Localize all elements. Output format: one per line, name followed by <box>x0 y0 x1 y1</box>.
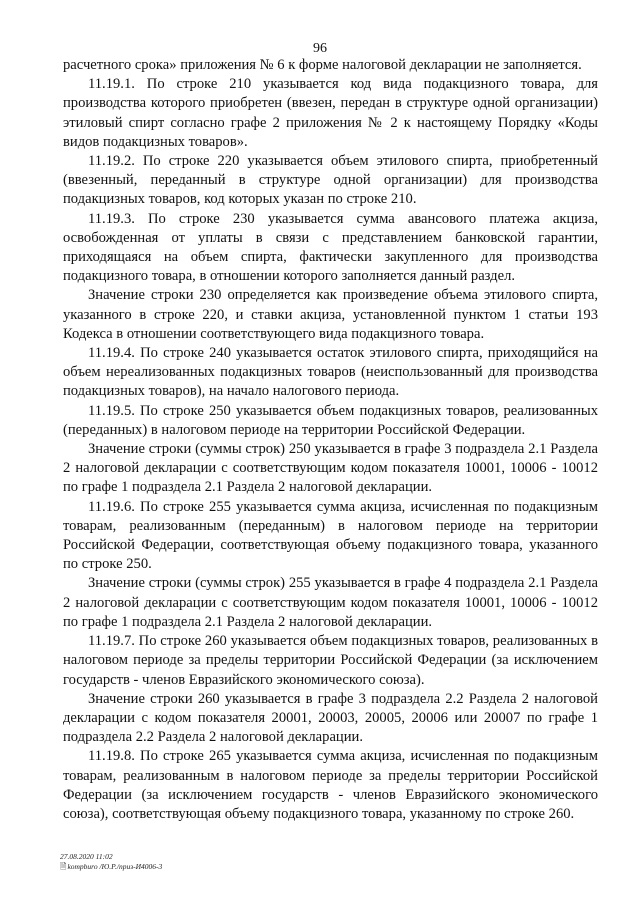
paragraph: 11.19.2. По строке 220 указывается объем этилового спирта, приобретенный (ввезенный, переданный в структуре одной организации) для производства подакцизных товаров, код которых указан по строке 210. <box>63 153 598 208</box>
footer-file-path-row <box>60 862 162 872</box>
footer-date: 27.08.2020 11:02 <box>60 852 113 861</box>
footer-file-path: kompburo /Ю.Р./приз-И4006-3 <box>67 862 163 871</box>
paragraph: 11.19.3. По строке 230 указывается сумма авансового платежа акциза, освобожденная от уплаты в связи с представлением банковской гарантии, приходящаяся на объем спирта, фактически закупленного для производства подакцизного товара, в отношении которого заполняется данный раздел. <box>63 210 598 285</box>
document-body <box>63 56 598 824</box>
paragraph: 11.19.5. По строке 250 указывается объем подакцизных товаров, реализованных (переданных) в налоговом периоде на территории Российской Федерации. <box>63 402 598 438</box>
paragraph: 11.19.6. По строке 255 указывается сумма акциза, исчисленная по подакцизным товарам, реализованным (переданным) в налоговом периоде на территории Российской Федерации, соответствующая объему подакцизного товара, указанного по строке 250. <box>63 498 598 573</box>
paragraph: Значение строки (суммы строк) 250 указывается в графе 3 подраздела 2.1 Раздела 2 налоговой декларации с соответствующим кодом показателя 10001, 10006 - 10012 по графе 1 подраздела 2.1 Раздела 2 налоговой декларации. <box>63 441 598 496</box>
paragraph: Значение строки 260 указывается в графе 3 подраздела 2.2 Раздела 2 налоговой декларации с кодом показателя 20001, 20003, 20005, 20006 или 20007 по графе 1 подраздела 2.2 Раздела 2 налоговой декларации. <box>63 690 598 746</box>
paragraph: расчетного срока» приложения № 6 к форме налоговой декларации не заполняется. <box>63 57 582 73</box>
footer <box>60 852 162 872</box>
paragraph: 11.19.1. По строке 210 указывается код вида подакцизного товара, для производства которого приобретен (ввезен, передан в структуре одной организации) этиловый спирт согласно графе 2 приложения № 2 к настоящему Порядку «Коды видов подакцизных товаров». <box>63 76 598 150</box>
paragraph: Значение строки (суммы строк) 255 указывается в графе 4 подраздела 2.1 Раздела 2 налоговой декларации с соответствующим кодом показателя 10001, 10006 - 10012 по графе 1 подраздела 2.1 Раздела 2 налоговой декларации. <box>63 575 598 630</box>
page-number: 96 <box>313 41 327 56</box>
paragraph: Значение строки 230 определяется как произведение объема этилового спирта, указанного в строке 220, и ставки акциза, установленной пунктом 1 статьи 193 Кодекса в отношении соответствующего вида подакцизного товара. <box>63 287 598 342</box>
paragraph: 11.19.8. По строке 265 указывается сумма акциза, исчисленная по подакцизным товарам, реализованным в налоговом периоде за пределы территории Российской Федерации (за исключением государств - членов Евразийского экономического союза), соответствующая объему подакцизного товара, указанному по строке 260. <box>63 748 598 822</box>
paragraph: 11.19.4. По строке 240 указывается остаток этилового спирта, приходящийся на объем нереализованных подакцизных товаров (неиспользованный для производства подакцизных товаров), на начало налогового периода. <box>63 345 598 400</box>
paragraph: 11.19.7. По строке 260 указывается объем подакцизных товаров, реализованных в налоговом периоде за пределы территории Российской Федерации (за исключением государств - членов Евразийского экономического союза). <box>63 633 598 688</box>
document-icon: 🗎 <box>60 862 67 871</box>
